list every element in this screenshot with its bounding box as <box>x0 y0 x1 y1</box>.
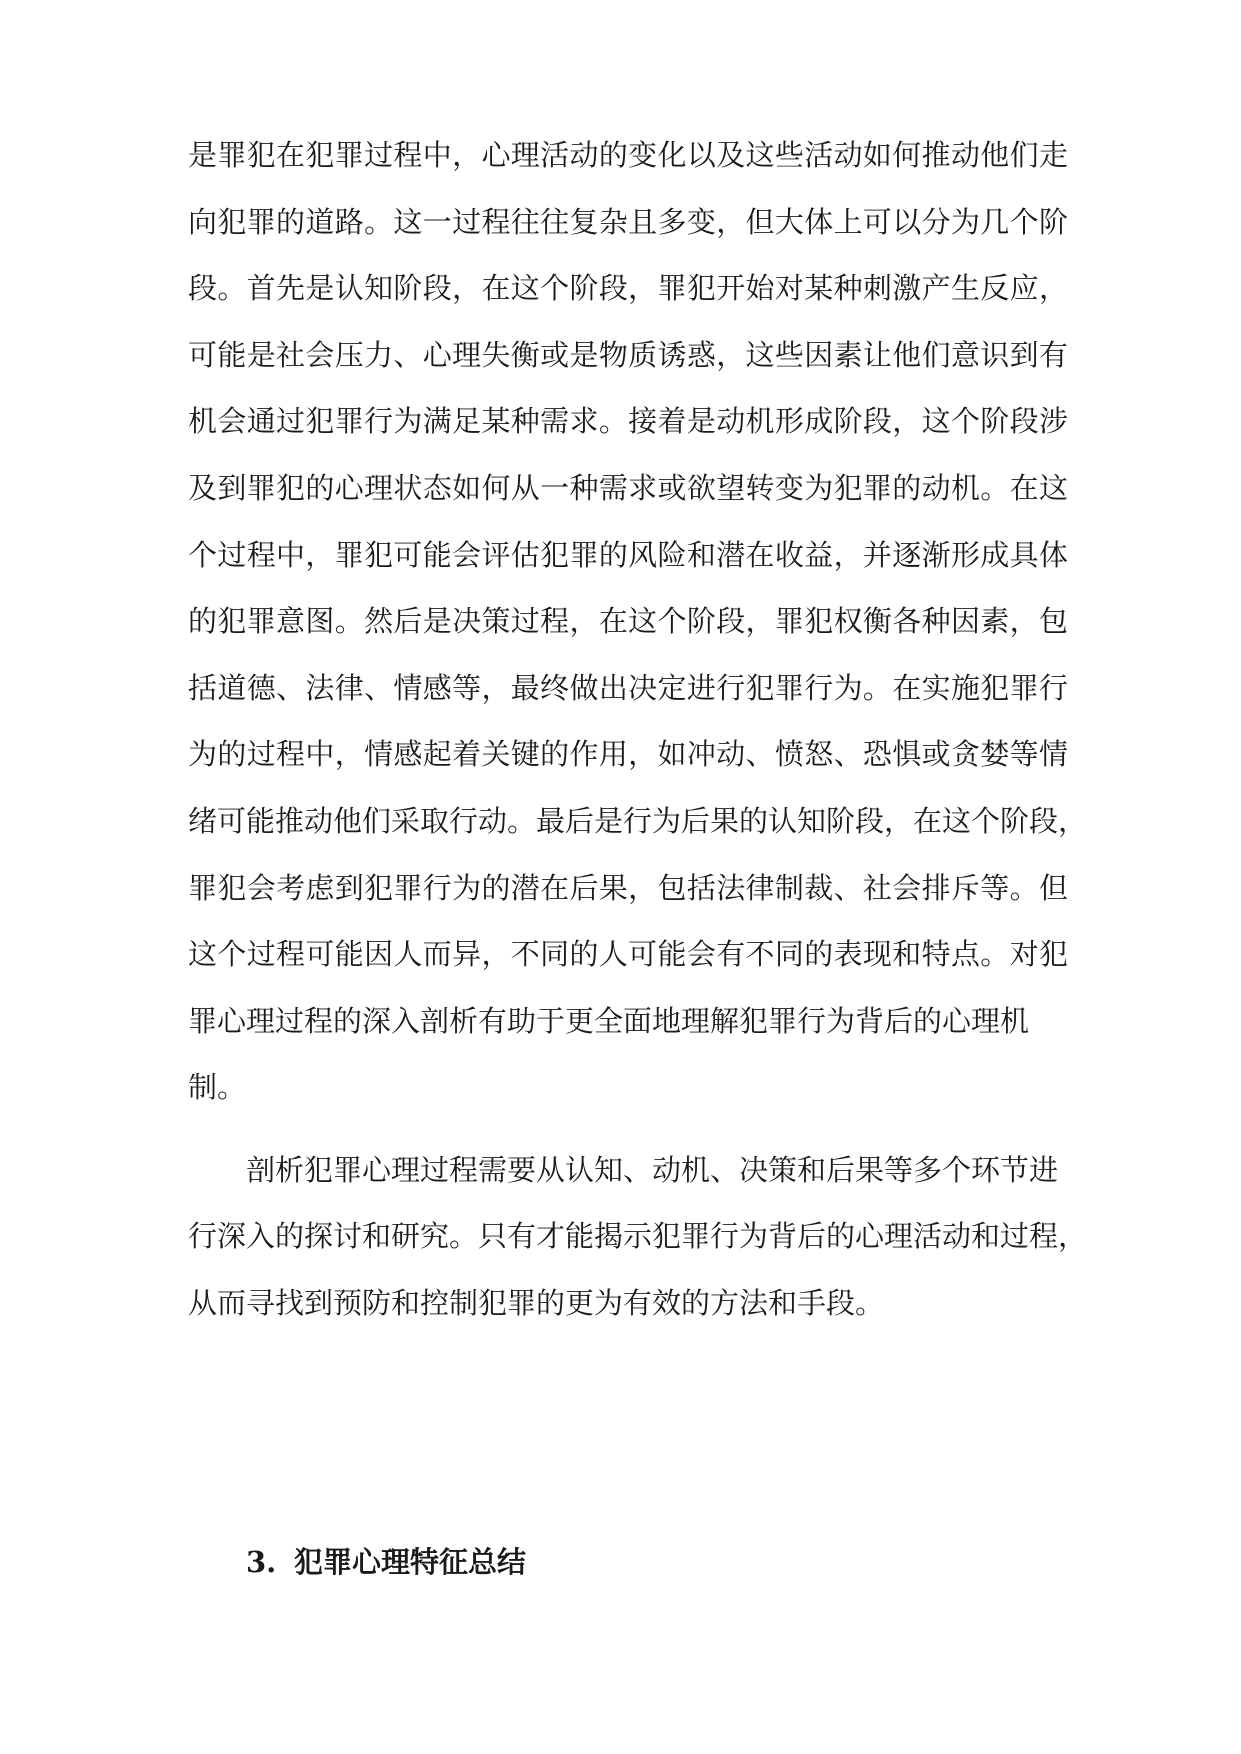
paragraph-line: 机会通过犯罪行为满足某种需求。接着是动机形成阶段，这个阶段涉 <box>188 404 1068 438</box>
paragraph-line: 是罪犯在犯罪过程中，心理活动的变化以及这些活动如何推动他们走 <box>188 138 1068 172</box>
section-heading <box>246 1542 526 1582</box>
paragraph-line: 括道德、法律、情感等，最终做出决定进行犯罪行为。在实施犯罪行 <box>188 671 1068 705</box>
paragraph-line: 从而寻找到预防和控制犯罪的更为有效的方法和手段。 <box>188 1286 885 1320</box>
paragraph-line: 可能是社会压力、心理失衡或是物质诱惑，这些因素让他们意识到有 <box>188 338 1068 372</box>
paragraph-line: 剖析犯罪心理过程需要从认知、动机、决策和后果等多个环节进 <box>246 1153 1059 1187</box>
paragraph-line: 及到罪犯的心理状态如何从一种需求或欲望转变为犯罪的动机。在这 <box>188 471 1068 505</box>
section-number: 3. <box>246 1545 277 1579</box>
paragraph-line: 个过程中，罪犯可能会评估犯罪的风险和潜在收益，并逐渐形成具体 <box>188 538 1068 572</box>
paragraph-line: 向犯罪的道路。这一过程往往复杂且多变，但大体上可以分为几个阶 <box>188 205 1068 239</box>
paragraph-line: 绪可能推动他们采取行动。最后是行为后果的认知阶段，在这个阶段， <box>188 804 1088 838</box>
paragraph-line: 罪心理过程的深入剖析有助于更全面地理解犯罪行为背后的心理机 <box>188 1004 1030 1038</box>
paragraph-line: 行深入的探讨和研究。只有才能揭示犯罪行为背后的心理活动和过程， <box>188 1219 1088 1253</box>
paragraph-line: 罪犯会考虑到犯罪行为的潜在后果，包括法律制裁、社会排斥等。但 <box>188 871 1068 905</box>
section-title: 犯罪心理特征总结 <box>294 1545 527 1579</box>
paragraph-line: 的犯罪意图。然后是决策过程，在这个阶段，罪犯权衡各种因素，包 <box>188 604 1068 638</box>
paragraph-line: 制。 <box>188 1070 247 1104</box>
paragraph-line: 这个过程可能因人而异，不同的人可能会有不同的表现和特点。对犯 <box>188 937 1068 971</box>
paragraph-line: 段。首先是认知阶段，在这个阶段，罪犯开始对某种刺激产生反应， <box>188 271 1068 305</box>
paragraph-line: 为的过程中，情感起着关键的作用，如冲动、愤怒、恐惧或贪婪等情 <box>188 737 1068 771</box>
